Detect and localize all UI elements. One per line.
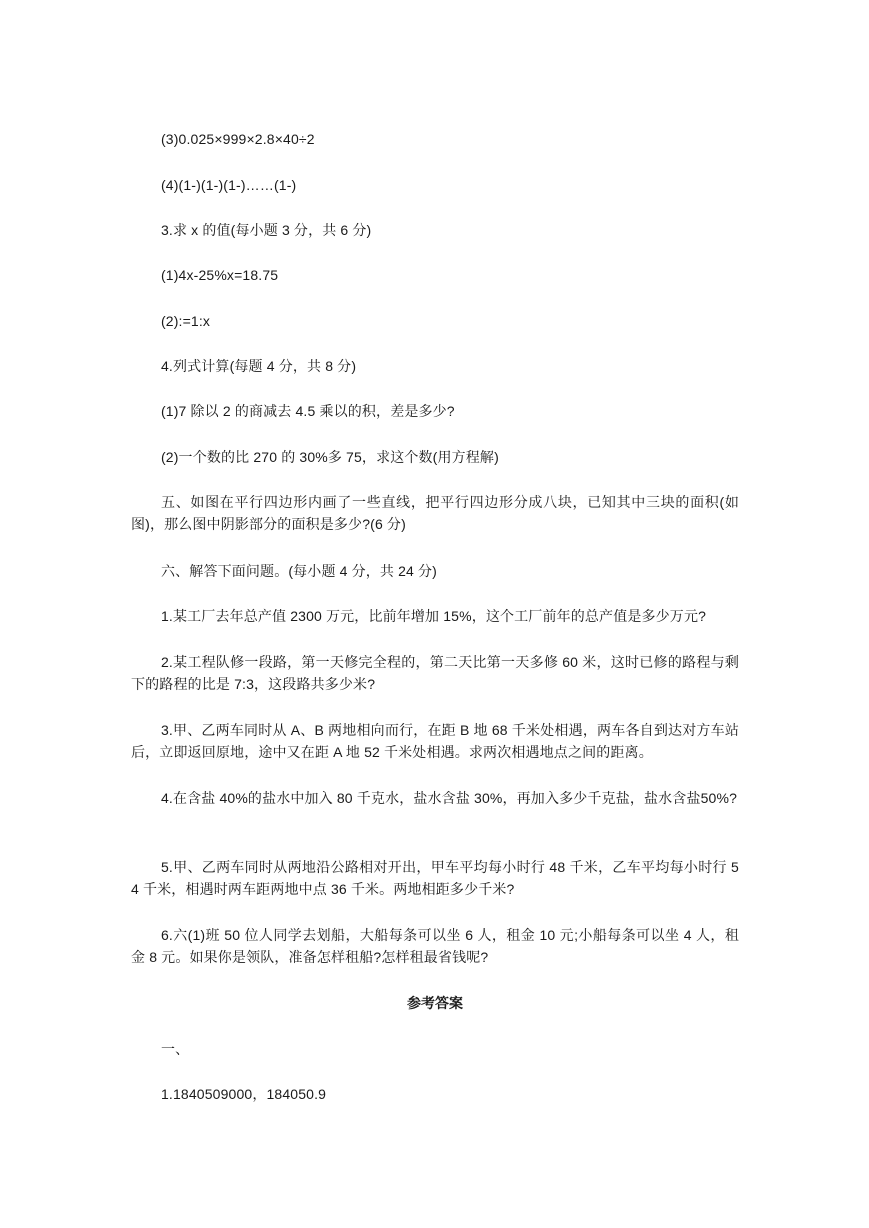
equation-2: (2):=1:x: [161, 313, 211, 329]
equation-1: (1)4x-25%x=18.75: [161, 267, 279, 283]
calc-question-2: (2)一个数的比 270 的 30%多 75，求这个数(用方程解): [161, 449, 499, 465]
answer-section-1-label: 一、: [161, 1041, 190, 1057]
section-4-title: 4.列式计算(每题 4 分，共 8 分): [161, 358, 357, 374]
word-problem-5: 5.甲、乙两车同时从两地沿公路相对开出，甲车平均每小时行 48 千米，乙车平均每小时行 54 千米，相遇时两车距两地中点 36 千米。两地相距多少千米?: [131, 859, 739, 897]
word-problem-2: 2.某工程队修一段路，第一天修完全程的，第二天比第一天多修 60 米，这时已修的路程与剩下的路程的比是 7:3，这段路共多少米?: [131, 654, 739, 692]
expression-4: (4)(1-)(1-)(1-)……(1-): [161, 177, 297, 193]
section-six-title: 六、解答下面问题。(每小题 4 分，共 24 分): [161, 563, 437, 579]
word-problem-4: 4.在含盐 40%的盐水中加入 80 千克水，盐水含盐 30%，再加入多少千克盐，盐水含盐50%?: [161, 790, 738, 806]
word-problem-3: 3.甲、乙两车同时从 A、B 两地相向而行，在距 B 地 68 千米处相遇，两车各自到达对方车站后，立即返回原地，途中又在距 A 地 52 千米处相遇。求两次相遇地点之间的距离。: [131, 722, 739, 760]
section-3-title: 3.求 x 的值(每小题 3 分，共 6 分): [161, 222, 372, 238]
expression-3: (3)0.025×999×2.8×40÷2: [161, 131, 315, 147]
word-problem-6: 6.六(1)班 50 位人同学去划船，大船每条可以坐 6 人，租金 10 元;小船每条可以坐 4 人，租金 8 元。如果你是领队，准备怎样租船?怎样租最省钱呢?: [131, 927, 739, 965]
section-five-question: 五、如图在平行四边形内画了一些直线，把平行四边形分成八块，已知其中三块的面积(如图)，那么图中阴影部分的面积是多少?(6 分): [131, 494, 739, 532]
answer-1: 1.1840509000，184050.9: [161, 1086, 327, 1102]
word-problem-1: 1.某工厂去年总产值 2300 万元，比前年增加 15%，这个工厂前年的总产值是多少万元?: [161, 608, 707, 624]
calc-question-1: (1)7 除以 2 的商减去 4.5 乘以的积，差是多少?: [161, 403, 455, 419]
answer-heading: 参考答案: [407, 995, 463, 1011]
